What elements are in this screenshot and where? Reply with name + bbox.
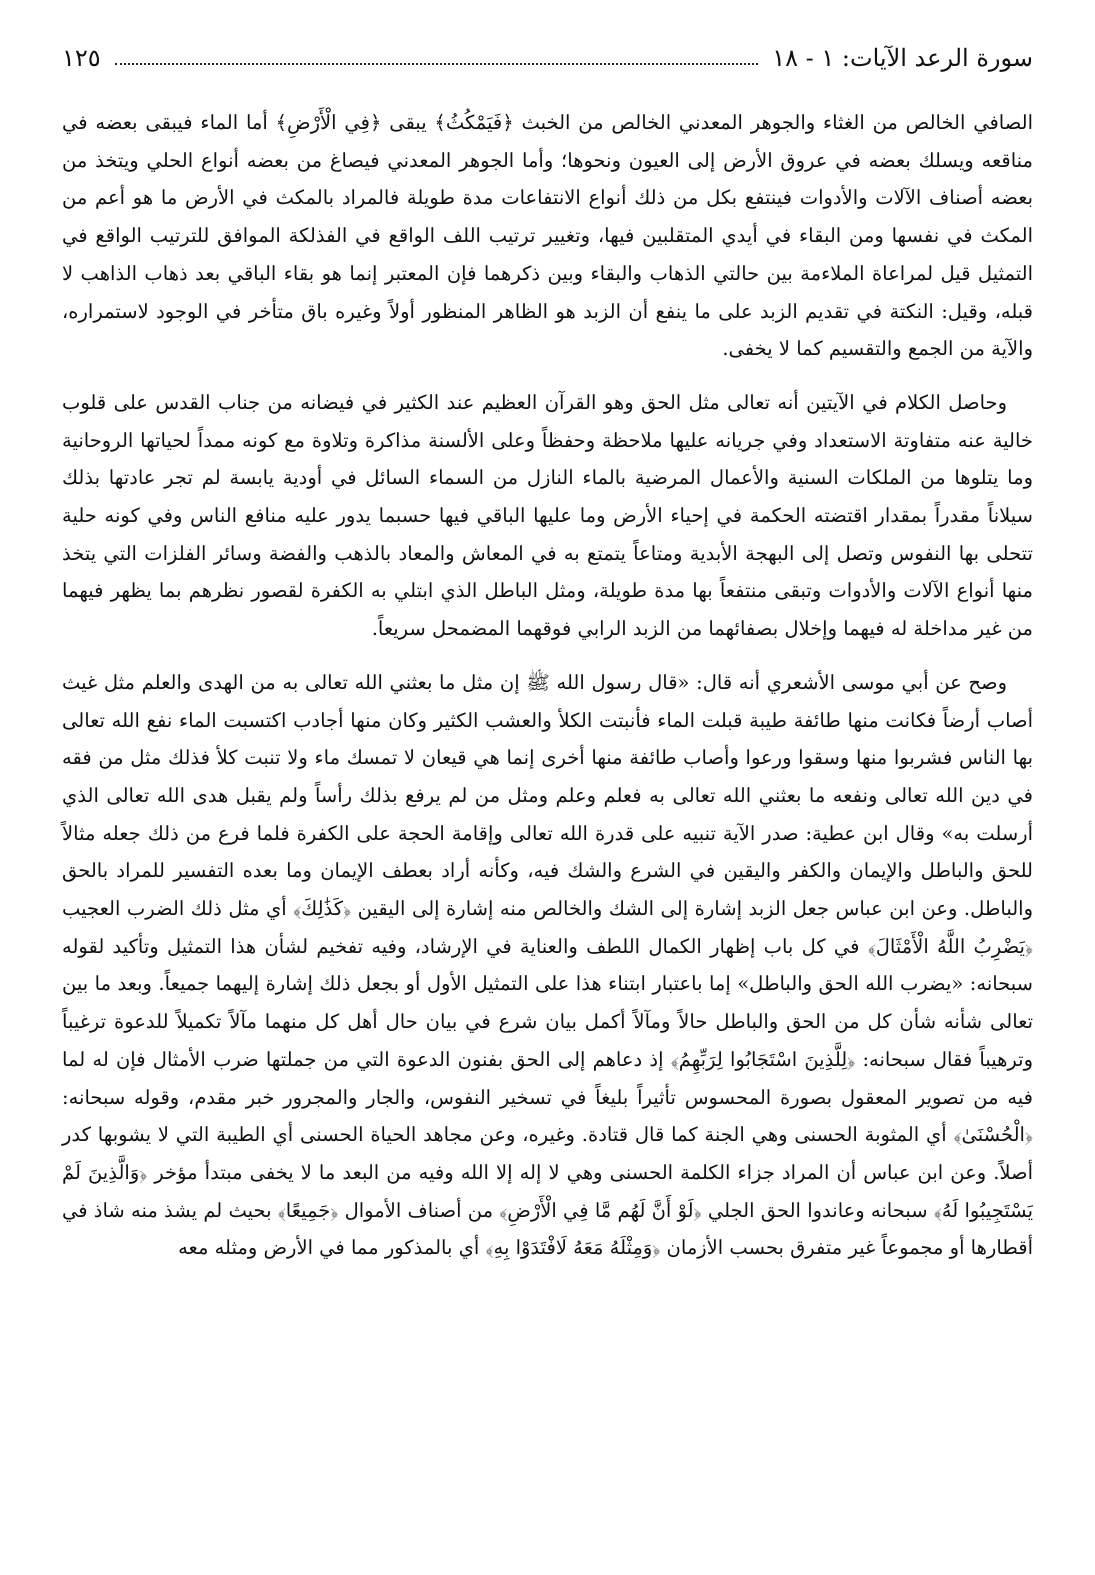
paragraph-1: الصافي الخالص من الغثاء والجوهر المعدني الخالص من الخبث ﴿فَيَمْكُثُ﴾ يبقى ﴿فِي الْأَرْضِ﴾ أما الماء فيبقى بعضه في مناقعه ويسلك بعضه في عروق الأرض إلى العيون ونحوها؛ وأما الجوهر المعدني فيصاغ من بعضه أنواع الحلي ويتخذ من بعضه أصناف الآلات والأدوات فينتفع بكل من ذلك أنواع الانتفاعات مدة طويلة فالمراد بالمكث في الأرض ما هو أعم من المكث في نفسها ومن البقاء في أيدي المتقلبين فيها، وتغيير ترتيب اللف الواقع في الفذلكة الموافق للترتيب الواقع في التمثيل قيل لمراعاة الملاءمة بين حالتي الذهاب والبقاء وبين ذكرهما فإن المعتبر إنما هو بقاء الباقي بعد ذهاب الذاهب لا قبله، وقيل: النكتة في تقديم الزبد على ما ينفع أن الزبد هو الظاهر المنظور أولاً وغيره باق متأخر في الوجود لاستمراره، والآية من الجمع والتقسيم كما لا يخفى.	[62, 111, 1033, 361]
body-text	[62, 104, 1033, 1283]
paragraph-2: وحاصل الكلام في الآيتين أنه تعالى مثل الحق وهو القرآن العظيم عند الكثير في فيضانه من جناب القدس على قلوب خالية عنه متفاوتة الاستعداد وفي جريانه عليها ملاحظة وحفظاً وعلى الألسنة مذاكرة وتلاوة مع كونه ممداً لحياتها الروحانية وما يتلوها من الملكات السنية والأعمال المرضية بالماء النازل من السماء السائل في أودية يابسة لم تجر عادتها بذلك سيلاناً مقدراً بمقدار اقتضته الحكمة في إحياء الأرض وما عليها الباقي فيها حسبما يدور عليه منافع الناس وفي كونه حلية تتحلى بها النفوس وتصل إلى البهجة الأبدية ومتاعاً يتمتع به في المعاش والمعاد بالذهب والفضة وسائر الفلزات التي يتخذ منها أنواع الآلات والأدوات وتبقى منتفعاً بها مدة طويلة، ومثل الباطل الذي ابتلي به الكفرة لقصور نظرهم بما يظهر فيهما من غير مداخلة له فيهما وإخلال بصفائهما من الزبد الرابي فوقهما المضمحل سريعاً.	[62, 390, 1033, 641]
paragraph-3: وصح عن أبي موسى الأشعري أنه قال: «قال رسول الله ﷺ إن مثل ما بعثني الله تعالى به من الهدى والعلم مثل غيث أصاب أرضاً فكانت منها طائفة طيبة قبلت الماء فأنبتت الكلأ والعشب الكثير وكان منها أجادب اكتسبت الماء نفع الله تعالى بها الناس فشربوا منها وسقوا ورعوا وأصاب طائفة منها أخرى إنما هي قيعان لا تمسك ماء ولا تنبت كلأ فذلك مثل من فقه في دين الله تعالى ونفعه ما بعثني الله تعالى به فعلم وعلم ومثل من لم يرفع بذلك رأساً ولم يقبل هدى الله تعالى الذي أرسلت به» وقال ابن عطية: صدر الآية تنبيه على قدرة الله تعالى وإقامة الحجة على الكفرة فلما فرع من ذلك جعله مثالاً للحق والباطل والإيمان والكفر واليقين في الشرع والشك فيه، وكأنه أراد بعطف الإيمان وما بعده التفسير للمراد بالحق والباطل. وعن ابن عباس جعل الزبد إشارة إلى الشك والخالص منه إشارة إلى اليقين ﴿كَذَٰلِكَ﴾ أي مثل ذلك الضرب العجيب ﴿يَضْرِبُ اللَّهُ الْأَمْثَالَ﴾ في كل باب إظهار الكمال اللطف والعناية في الإرشاد، وفيه تفخيم لشأن هذا التمثيل وتأكيد لقوله سبحانه: «يضرب الله الحق والباطل» إما باعتبار ابتناء هذا على التمثيل الأول أو بجعل ذلك إشارة إليهما جميعاً. وبعد ما بين تعالى شأنه شأن كل من الحق والباطل حالاً ومآلاً أكمل بيان شرع في بيان حال أهل كل منهما مآلاً تكميلاً للدعوة ترغيباً وترهيباً فقال سبحانه: ﴿لِلَّذِينَ اسْتَجَابُوا لِرَبِّهِمُ﴾ إذ دعاهم إلى الحق بفنون الدعوة التي من جملتها ضرب الأمثال فإن له لما فيه من تصوير المعقول بصورة المحسوس تأثيراً بليغاً في تسخير النفوس، والجار والمجرور خبر مقدم، وقوله سبحانه: ﴿الْحُسْنَىٰ﴾ أي المثوبة الحسنى وهي الجنة كما قال قتادة. وغيره، وعن مجاهد الحياة الحسنى أي الطيبة التي لا يشوبها كدر أصلاً. وعن ابن عباس أن المراد جزاء الكلمة الحسنى وهي لا إله إلا الله وفيه من البعد ما لا يخفى مبتدأ مؤخر ﴿وَالَّذِينَ لَمْ يَسْتَجِيبُوا لَهُ﴾ سبحانه وعاندوا الحق الجلي ﴿لَوْ أَنَّ لَهُم مَّا فِي الْأَرْضِ﴾ من أصناف الأموال ﴿جَمِيعًا﴾ بحيث لم يشذ منه شاذ في أقطارها أو مجموعاً غير متفرق بحسب الأزمان ﴿وَمِثْلَهُ مَعَهُ لَافْتَدَوْا بِهِ﴾ أي بالمذكور مما في الأرض ومثله معه	[62, 670, 1033, 1260]
surah-title: سورة الرعد الآيات: ١ - ١٨	[772, 44, 1033, 72]
page-header	[62, 38, 1033, 78]
page-number: ١٢٥	[62, 44, 101, 72]
header-dotted-leader	[115, 63, 759, 65]
